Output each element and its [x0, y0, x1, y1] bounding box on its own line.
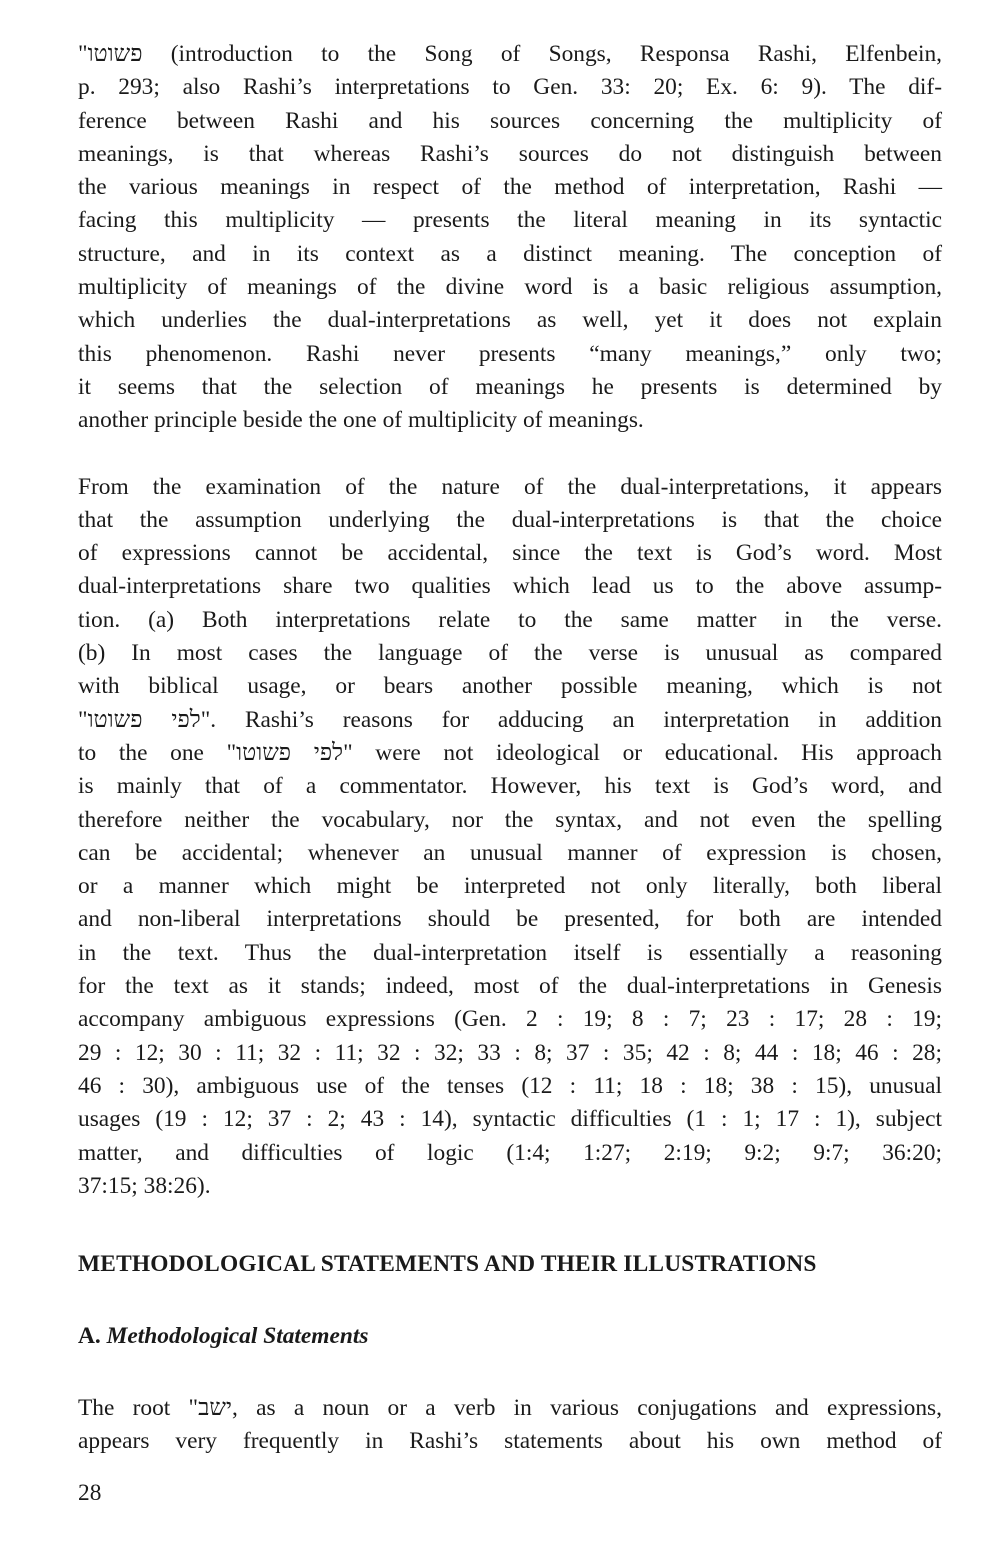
line-text: matter, and difficulties of logic (1:4; 1:27; 2:19; 9:2; 9:7; 36:20;	[78, 1139, 942, 1166]
line-text: p. 293; also Rashi’s interpretations to Gen. 33: 20; Ex. 6: 9). The dif-	[78, 74, 942, 101]
line-text: therefore neither the vocabulary, nor the syntax, and not even the spelling	[78, 806, 942, 833]
text-line	[78, 1103, 942, 1136]
text-line	[78, 1170, 942, 1203]
text-line	[78, 1003, 942, 1036]
page-body	[78, 38, 942, 1459]
text-line	[78, 71, 942, 104]
line-text: From the examination of the nature of the dual-interpretations, it appears	[78, 473, 942, 500]
line-text: for the text as it stands; indeed, most of the dual-interpretations in Genesis	[78, 973, 942, 1000]
text-line	[78, 537, 942, 570]
text-line	[78, 404, 942, 437]
line-text: which underlies the dual-interpretations as well, yet it does not explain	[78, 307, 942, 334]
page-number: 28	[78, 1480, 102, 1506]
line-text: another principle beside the one of multiplicity of meanings.	[78, 407, 644, 434]
line-text: ference between Rashi and his sources concerning the multiplicity of	[78, 107, 942, 134]
line-text: (b) In most cases the language of the verse is unusual as compared	[78, 640, 942, 667]
line-text: 46 : 30), ambiguous use of the tenses (12 : 11; 18 : 18; 38 : 15), unusual	[78, 1072, 942, 1099]
line-text: to the one "לפי פשוטו" were not ideological or educational. His approach	[78, 739, 942, 766]
paragraph-2	[78, 471, 942, 1204]
line-text: facing this multiplicity — presents the literal meaning in its syntactic	[78, 207, 942, 234]
line-text: and non-liberal interpretations should be presented, for both are intended	[78, 906, 942, 933]
text-line	[78, 604, 942, 637]
line-text: 29 : 12; 30 : 11; 32 : 11; 32 : 32; 33 : 8; 37 : 35; 42 : 8; 44 : 18; 46 : 28;	[78, 1039, 942, 1066]
section-spacer	[78, 1353, 942, 1392]
text-line	[78, 204, 942, 237]
text-line	[78, 937, 942, 970]
text-line	[78, 1392, 942, 1425]
text-line	[78, 770, 942, 803]
text-line	[78, 804, 942, 837]
line-text: this phenomenon. Rashi never presents “many meanings,” only two;	[78, 340, 942, 367]
text-line	[78, 471, 942, 504]
text-line	[78, 1037, 942, 1070]
text-line	[78, 837, 942, 870]
line-text: accompany ambiguous expressions (Gen. 2 : 19; 8 : 7; 23 : 17; 28 : 19;	[78, 1006, 942, 1033]
line-text: the various meanings in respect of the method of interpretation, Rashi —	[78, 174, 942, 201]
text-line	[78, 105, 942, 138]
paragraph-1	[78, 38, 942, 438]
line-text: tion. (a) Both interpretations relate to the same matter in the verse.	[78, 606, 942, 633]
sub-heading	[78, 1320, 942, 1353]
line-text: usages (19 : 12; 37 : 2; 43 : 14), syntactic difficulties (1 : 1; 17 : 1), subject	[78, 1106, 942, 1133]
text-line	[78, 870, 942, 903]
text-line	[78, 138, 942, 171]
text-line	[78, 238, 942, 271]
line-text: 37:15; 38:26).	[78, 1172, 211, 1199]
line-text: "לפי פשוטו". Rashi’s reasons for adducing an interpretation in addition	[78, 706, 943, 733]
text-line	[78, 737, 942, 770]
text-line	[78, 637, 942, 670]
section-spacer	[78, 1281, 942, 1320]
text-line	[78, 903, 942, 936]
line-text: is mainly that of a commentator. However, his text is God’s word, and	[78, 773, 942, 800]
text-line	[78, 670, 942, 703]
line-text: dual-interpretations share two qualities which lead us to the above assump-	[78, 573, 942, 600]
text-line	[78, 570, 942, 603]
line-text: with biblical usage, or bears another possible meaning, which is not	[78, 673, 942, 700]
paragraph-spacer	[78, 438, 942, 471]
section-spacer	[78, 1203, 942, 1248]
text-line	[78, 338, 942, 371]
line-text: or a manner which might be interpreted not only literally, both liberal	[78, 873, 942, 900]
line-text: in the text. Thus the dual-interpretation itself is essentially a reasoning	[78, 939, 942, 966]
text-line	[78, 271, 942, 304]
line-text: that the assumption underlying the dual-interpretations is that the choice	[78, 506, 942, 533]
text-line	[78, 1070, 942, 1103]
text-line	[78, 704, 942, 737]
text-line	[78, 38, 942, 71]
line-text: can be accidental; whenever an unusual manner of expression is chosen,	[78, 839, 942, 866]
line-text: it seems that the selection of meanings he presents is determined by	[78, 373, 942, 400]
section-heading: METHODOLOGICAL STATEMENTS AND THEIR ILLUSTRATIONS	[78, 1251, 817, 1278]
text-line	[78, 1425, 942, 1458]
text-line	[78, 371, 942, 404]
line-text: multiplicity of meanings of the divine word is a basic religious assumption,	[78, 274, 942, 301]
line-text: "פשוטו (introduction to the Song of Songs, Responsa Rashi, Elfenbein,	[78, 41, 942, 67]
line-text: structure, and in its context as a distinct meaning. The conception of	[78, 240, 942, 267]
line-text: The root "ישב, as a noun or a verb in various conjugations and expressions,	[78, 1395, 942, 1422]
text-line	[78, 171, 942, 204]
sub-heading-label: A.	[78, 1323, 101, 1350]
text-line	[78, 970, 942, 1003]
text-line	[78, 1137, 942, 1170]
paragraph-3	[78, 1392, 942, 1459]
line-text: of expressions cannot be accidental, since the text is God’s word. Most	[78, 540, 942, 567]
text-line	[78, 304, 942, 337]
line-text: appears very frequently in Rashi’s statements about his own method of	[78, 1428, 942, 1455]
sub-heading-title: Methodological Statements	[106, 1323, 369, 1350]
text-line	[78, 504, 942, 537]
line-text: meanings, is that whereas Rashi’s sources do not distinguish between	[78, 140, 942, 167]
